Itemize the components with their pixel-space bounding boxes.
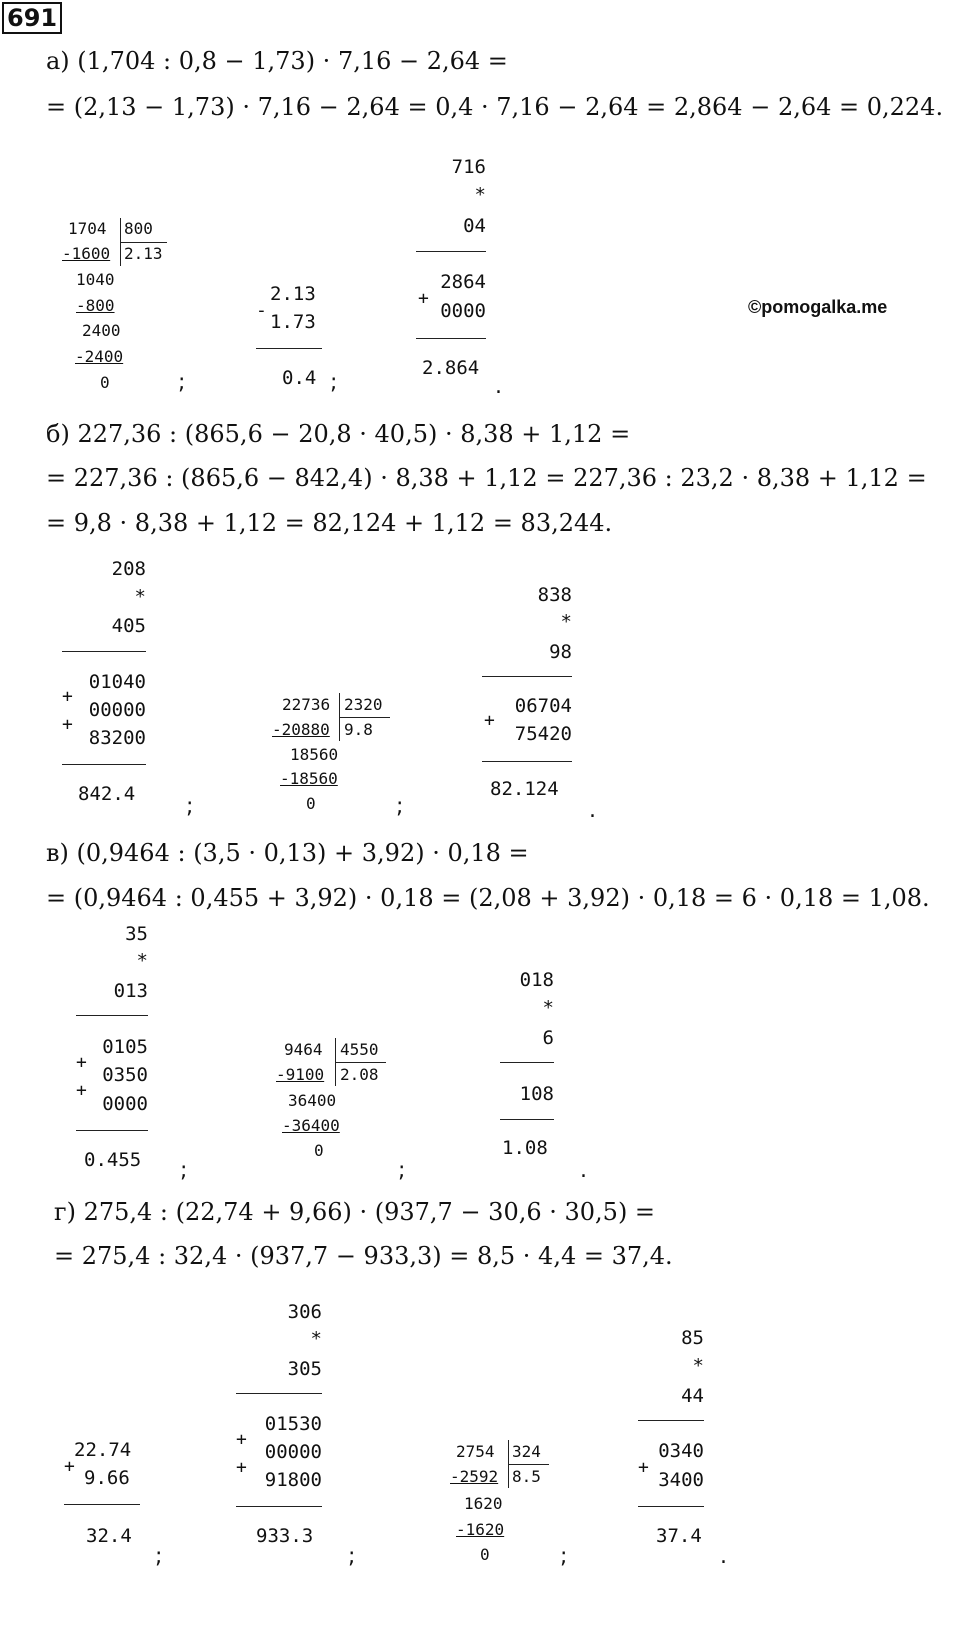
multiplier: 44: [681, 1385, 704, 1407]
part-v-line-2: = (0,9464 : 0,455 + 3,92) · 0,18 = (2,08 + 3,92) · 0,18 = 6 · 0,18 = 1,08.: [46, 884, 930, 912]
multiplicand: 838: [537, 584, 572, 606]
division-row: -800: [76, 296, 115, 315]
separator: ;: [348, 1544, 356, 1569]
division-row: 0: [480, 1545, 490, 1564]
separator: ;: [186, 794, 194, 819]
multiplier: 6: [542, 1027, 554, 1049]
separator: .: [589, 798, 596, 823]
multiply-sign: *: [310, 1328, 322, 1350]
part-v-line-1: в) (0,9464 : (3,5 · 0,13) + 3,92) · 0,18 =: [46, 839, 529, 867]
multiply-sign: *: [474, 184, 486, 206]
division-row: 2400: [82, 321, 121, 340]
multiplier: 04: [463, 215, 486, 237]
division-row: 18560: [290, 745, 339, 764]
divisor: 324: [512, 1442, 541, 1461]
division-row: -2400: [75, 347, 124, 366]
multiplicand: 85: [681, 1327, 704, 1349]
division-row: 0: [314, 1141, 324, 1160]
division-row: -9100: [276, 1065, 325, 1084]
plus-sign: +: [236, 1457, 247, 1478]
separator: ;: [155, 1544, 163, 1569]
result: 933.3: [256, 1525, 314, 1547]
separator: ;: [396, 794, 404, 819]
division-row: -1620: [456, 1520, 505, 1539]
multiply-sign: *: [692, 1355, 704, 1377]
partial-product: 0105: [102, 1036, 148, 1058]
division-row: 36400: [288, 1091, 337, 1110]
multiply-sign: *: [136, 950, 148, 972]
partial-product: 06704: [514, 695, 572, 717]
dividend: 22736: [282, 695, 331, 714]
plus-sign: +: [76, 1052, 87, 1073]
addend: 9.66: [84, 1467, 130, 1489]
division-row: -2592: [450, 1467, 499, 1486]
result: 842.4: [78, 783, 136, 805]
separator: .: [720, 1544, 727, 1569]
division-row: -36400: [282, 1116, 340, 1135]
task-number: 691: [2, 2, 62, 34]
division-row: 1620: [464, 1494, 503, 1513]
division-row: 0: [100, 373, 110, 392]
quotient: 2.08: [340, 1065, 379, 1084]
result: 0.455: [84, 1149, 142, 1171]
division-row: -1600: [62, 244, 111, 263]
multiplicand: 35: [125, 923, 148, 945]
partial-product: 0340: [658, 1440, 704, 1462]
partial-product: 0000: [102, 1093, 148, 1115]
partial-product: 0350: [102, 1064, 148, 1086]
dividend: 9464: [284, 1040, 323, 1059]
partial-product: 3400: [658, 1469, 704, 1491]
part-b-line-3: = 9,8 · 8,38 + 1,12 = 82,124 + 1,12 = 83,244.: [46, 509, 613, 537]
partial-product: 01530: [264, 1413, 322, 1435]
addend: 22.74: [74, 1439, 132, 1461]
separator: ;: [560, 1544, 568, 1569]
partial-product: 0000: [440, 300, 486, 322]
operand: 1.73: [270, 311, 316, 333]
quotient: 9.8: [344, 720, 373, 739]
division-row: -20880: [272, 720, 330, 739]
partial-product: 83200: [88, 727, 146, 749]
separator: .: [495, 374, 502, 399]
separator: .: [580, 1158, 587, 1183]
plus-sign: +: [76, 1080, 87, 1101]
multiplicand: 018: [519, 969, 554, 991]
operand: 2.13: [270, 283, 316, 305]
partial-product: 91800: [264, 1469, 322, 1491]
partial-product: 108: [519, 1083, 554, 1105]
plus-sign: +: [236, 1429, 247, 1450]
dividend: 2754: [456, 1442, 495, 1461]
separator: ;: [398, 1158, 406, 1183]
partial-product: 01040: [88, 671, 146, 693]
partial-product: 2864: [440, 271, 486, 293]
multiply-sign: *: [134, 586, 146, 608]
plus-sign: +: [484, 710, 495, 731]
part-b-line-1: б) 227,36 : (865,6 − 20,8 · 40,5) · 8,38 + 1,12 =: [46, 420, 631, 448]
multiplier: 305: [287, 1358, 322, 1380]
part-g-line-2: = 275,4 : 32,4 · (937,7 − 933,3) = 8,5 · 4,4 = 37,4.: [54, 1242, 673, 1270]
result: 2.864: [422, 357, 480, 379]
divisor: 2320: [344, 695, 383, 714]
multiplier: 013: [113, 980, 148, 1002]
multiplicand: 208: [111, 558, 146, 580]
multiplicand: 716: [451, 156, 486, 178]
multiplicand: 306: [287, 1301, 322, 1323]
divisor: 4550: [340, 1040, 379, 1059]
multiplier: 98: [549, 641, 572, 663]
plus-sign: +: [62, 714, 73, 735]
partial-product: 75420: [514, 723, 572, 745]
plus-sign: +: [64, 1456, 75, 1477]
part-g-line-1: г) 275,4 : (22,74 + 9,66) · (937,7 − 30,6 · 30,5) =: [54, 1198, 656, 1226]
separator: ;: [180, 1158, 188, 1183]
part-a-line-2: = (2,13 − 1,73) · 7,16 − 2,64 = 0,4 · 7,16 − 2,64 = 2,864 − 2,64 = 0,224.: [46, 93, 944, 121]
plus-sign: +: [62, 686, 73, 707]
part-b-line-2: = 227,36 : (865,6 − 842,4) · 8,38 + 1,12 = 227,36 : 23,2 · 8,38 + 1,12 =: [46, 464, 927, 492]
partial-product: 00000: [264, 1441, 322, 1463]
multiply-sign: *: [560, 611, 572, 633]
result: 1.08: [502, 1137, 548, 1159]
division-row: -18560: [280, 769, 338, 788]
quotient: 8.5: [512, 1467, 541, 1486]
separator: ;: [330, 370, 338, 395]
plus-sign: +: [418, 288, 429, 309]
result: 82.124: [490, 778, 559, 800]
divisor: 800: [124, 219, 153, 238]
multiply-sign: *: [542, 997, 554, 1019]
result: 0.4: [282, 367, 317, 389]
part-a-line-1: а) (1,704 : 0,8 − 1,73) · 7,16 − 2,64 =: [46, 47, 508, 75]
separator: ;: [178, 370, 186, 395]
partial-product: 00000: [88, 699, 146, 721]
minus-sign: -: [256, 300, 267, 321]
division-row: 0: [306, 794, 316, 813]
dividend: 1704: [68, 219, 107, 238]
watermark: ©pomogalka.me: [748, 297, 888, 317]
result: 32.4: [86, 1525, 132, 1547]
quotient: 2.13: [124, 244, 163, 263]
result: 37.4: [656, 1525, 702, 1547]
plus-sign: +: [638, 1457, 649, 1478]
multiplier: 405: [111, 615, 146, 637]
division-row: 1040: [76, 270, 115, 289]
